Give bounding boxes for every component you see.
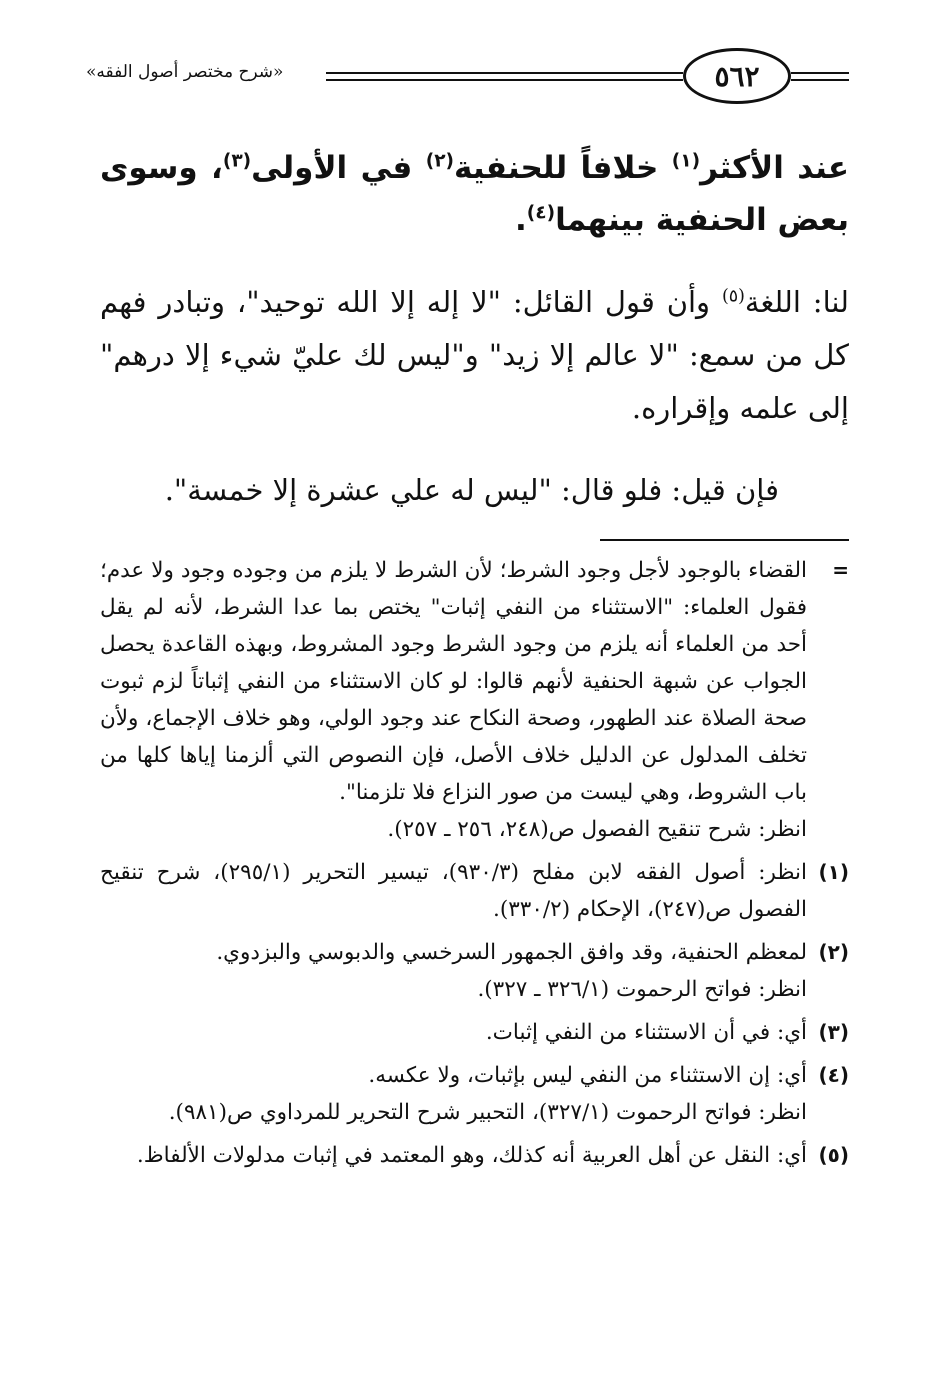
footnote-ref-5: (٥) [721,286,745,307]
header-rule-right-top [791,72,849,74]
footnote-1 [100,854,849,928]
bold-text-2: خلافاً للحنفية [454,150,672,186]
footnote-3-mark: (٣) [818,1020,849,1044]
footnotes-section [100,552,849,1174]
para3-text: فإن قيل: فلو قال: "ليس له علي عشرة إلا خمسة". [164,473,779,507]
footnote-ref-4: (٤) [526,202,556,224]
footnote-2-source: انظر: فواتح الرحموت (٣٢٦/١ ـ ٣٢٧). [477,977,807,1002]
footnote-4-mark: (٤) [818,1063,849,1087]
footnote-5-mark: (٥) [818,1143,849,1167]
body-paragraph-3 [100,464,849,517]
header-rule-left-bottom [326,79,683,81]
footnote-4-source: انظر: فواتح الرحموت (٣٢٧/١)، التحبير شرح التحرير للمرداوي ص(٩٨١). [168,1100,807,1125]
bold-text-4: ، وسوى بعض الحنفية بينهما [100,150,849,238]
footnote-3 [100,1014,849,1051]
footnote-5 [100,1137,849,1174]
footnote-1-text: انظر: أصول الفقه لابن مفلح (٩٣٠/٣)، تيسير التحرير (٢٩٥/١)، شرح تنقيح الفصول ص(٢٤٧)، الإحكام (٣٣٠/٢). [100,860,807,922]
bold-text-3: في الأولى [251,150,426,186]
continuation-mark: = [832,558,849,582]
footnote-3-text: أي: في أن الاستثناء من النفي إثبات. [485,1020,807,1045]
footnote-ref-3: (٣) [222,150,252,172]
running-header-title: «شرح مختصر أصول الفقه» [86,62,284,82]
footnote-5-text: أي: النقل عن أهل العربية أنه كذلك، وهو المعتمد في إثبات مدلولات الألفاظ. [136,1143,807,1168]
footnote-4-text: أي: إن الاستثناء من النفي ليس بإثبات، ولا عكسه. [368,1063,807,1088]
footnote-continuation [100,552,849,848]
footnote-4 [100,1057,849,1131]
header-rule-right-bottom [791,79,849,81]
footnote-2 [100,934,849,1008]
footnote-2-text: لمعظم الحنفية، وقد وافق الجمهور السرخسي والدبوسي والبزدوي. [216,940,807,965]
footnote-separator [600,539,849,541]
body-paragraph-2 [100,276,849,435]
page-number-oval [683,48,791,104]
footnote-2-mark: (٢) [818,940,849,964]
para2-text-2: وأن قول القائل: "لا إله إلا الله توحيد"، وتبادر فهم كل من سمع: "لا عالم إلا زيد" و"ليس لك عليّ شيء إلا درهم" إلى علمه وإقراره. [100,285,849,425]
bold-text-5: . [514,202,527,238]
footnote-1-mark: (١) [818,860,849,884]
para2-text-1: لنا: اللغة [744,285,849,319]
header-rule-left-top [326,72,683,74]
bold-text-1: عند الأكثر [700,150,849,186]
page-number: ٥٦٢ [714,59,760,93]
footnote-ref-1: (١) [671,150,701,172]
continuation-text: القضاء بالوجود لأجل وجود الشرط؛ لأن الشرط لا يلزم من وجوده وجود ولا عدم؛ فقول العلماء: "الاستثناء من النفي إثبات" يختص بما عدا الشرط، لأنه لم يقل أحد من العلماء أنه يلزم من وجود الشرط وجود المشروط، وبهذه القاعدة يحصل الجواب عن شبهة الحنفية لأنهم قالوا: لو كان الاستثناء من النفي إثباتاً لزم ثبوت صحة الصلاة عند الطهور، وصحة النكاح عند وجود الولي، وهو خلاف الإجماع، ولأن تخلف المدلول عن الدليل خلاف الأصل، فإن النصوص التي ألزمنا إياها كلها من باب الشروط، وهي ليست من صور النزاع فلا تلزمنا". [100,558,807,805]
continuation-source: انظر: شرح تنقيح الفصول ص(٢٤٨، ٢٥٦ ـ ٢٥٧). [387,817,807,842]
footnote-ref-2: (٢) [425,150,455,172]
bold-paragraph [100,142,849,246]
